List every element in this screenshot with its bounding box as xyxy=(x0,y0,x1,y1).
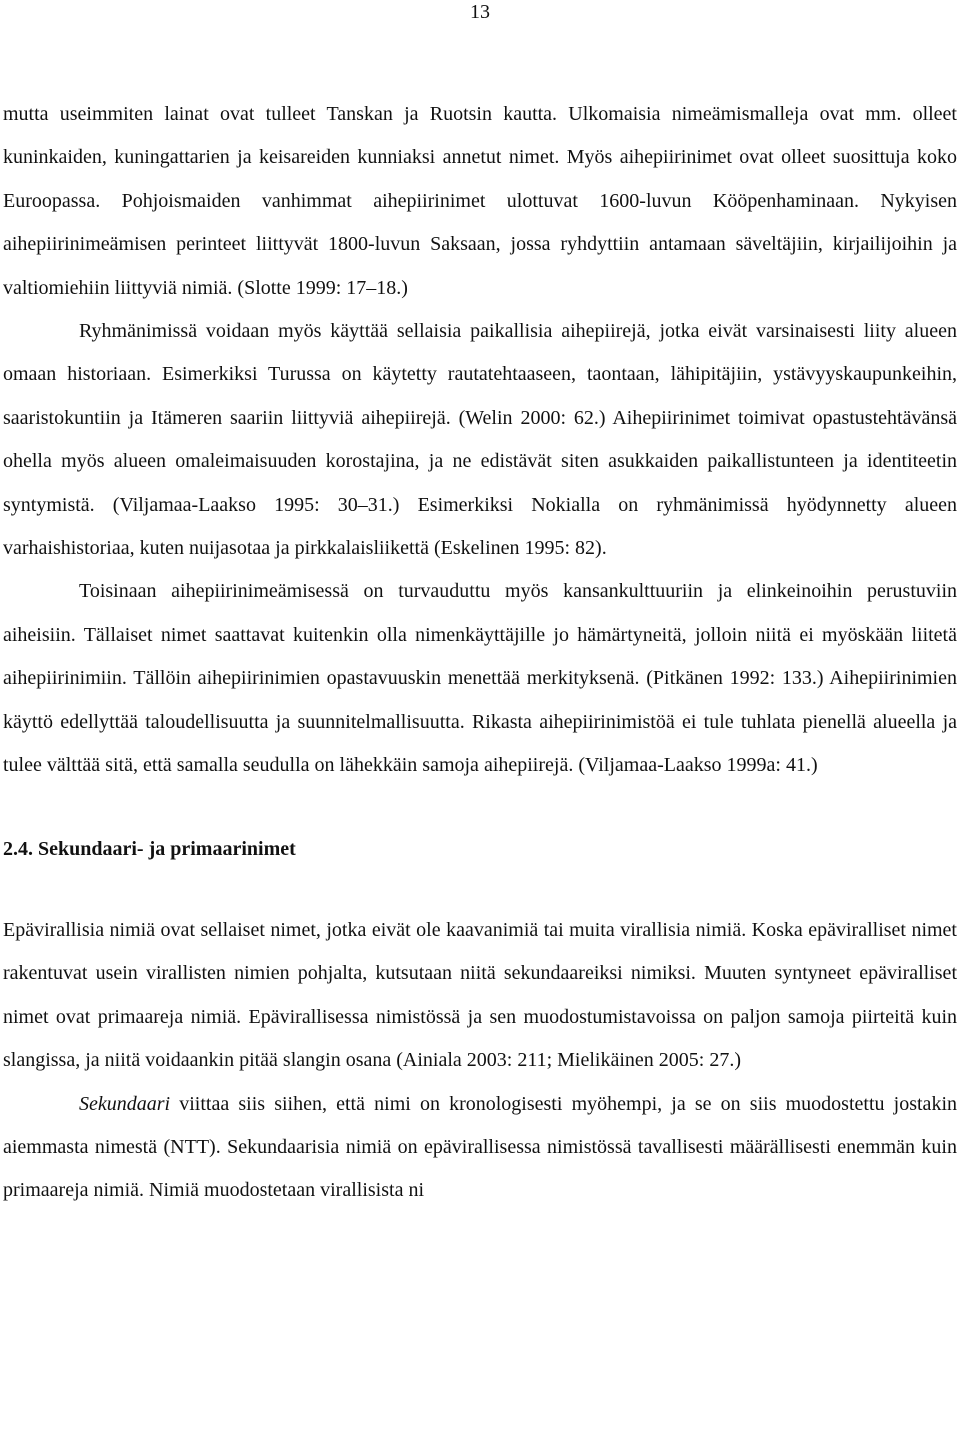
paragraph-3: Toisinaan aihepiirinimeämisessä on turvauduttu myös kansankulttuuriin ja elinkeinoihin perustuviin aiheisiin. Tällaiset nimet saattavat kuitenkin olla nimenkäyttäjille jo hämärtyneitä, jolloin niitä ei myöskään liitetä aihepiirinimiin. Tällöin aihepiirinimien opastavuuskin menettää merkityksenä. (Pitkänen 1992: 133.) Aihepiirinimien käyttö edellyttää taloudellisuutta ja suunnitelmallisuutta. Rikasta aihepiirinimistöä ei tule tuhlata pienellä alueella ja tulee välttää sitä, että samalla seudulla on lähekkäin samoja aihepiirejä. (Viljamaa-Laakso 1999a: 41.) xyxy=(3,580,957,777)
paragraph-4: Epävirallisia nimiä ovat sellaiset nimet, jotka eivät ole kaavanimiä tai muita virallisia nimiä. Koska epäviralliset nimet rakentuvat usein virallisten nimien pohjalta, kutsutaan niitä sekundaareiksi nimiksi. Muuten syntyneet epäviralliset nimet ovat primaareja nimiä. Epävirallisessa nimistössä ja sen muodostumistavoissa on paljon samoja piirteitä kuin slangissa, ja niitä voidaankin pitää slangin osana (Ainiala 2003: 211; Mielikäinen 2005: 27.) xyxy=(3,918,957,1072)
page-number: 13 xyxy=(470,1,490,23)
section-title: Sekundaari- ja primaarinimet xyxy=(38,837,296,860)
section-number: 2.4. xyxy=(3,837,33,860)
section-heading xyxy=(3,828,957,871)
paragraph-5 xyxy=(3,1083,957,1213)
paragraph-5-text: viittaa siis siihen, että nimi on kronologisesti myöhempi, ja se on siis muodostettu jostakin aiemmasta nimestä (NTT). Sekundaarisia nimiä on epävirallisessa nimistössä tavallisesti määrällisesti enemmän kuin primaareja nimiä. Nimiä muodostetaan virallisista ni xyxy=(3,1092,957,1202)
paragraph-1: mutta useimmiten lainat ovat tulleet Tanskan ja Ruotsin kautta. Ulkomaisia nimeämismalleja ovat mm. olleet kuninkaiden, kuningattarien ja keisareiden kunniaksi annetut nimet. Myös aihepiirinimet ovat olleet suosittuja koko Euroopassa. Pohjoismaiden vanhimmat aihepiirinimet ulottuvat 1600-luvun Kööpenhaminaan. Nykyisen aihepiirinimeämisen perinteet liittyvät 1800-luvun Saksaan, jossa ryhdyttiin antamaan säveltäjiin, kirjailijoihin ja valtiomiehiin liittyviä nimiä. (Slotte 1999: 17–18.) xyxy=(3,103,957,299)
document-body xyxy=(3,93,957,1213)
paragraph-2: Ryhmänimissä voidaan myös käyttää sellaisia paikallisia aihepiirejä, jotka eivät varsinaisesti liity alueen omaan historiaan. Esimerkiksi Turussa on käytetty rautatehtaaseen, taontaan, lähipitäjiin, ystävyyskaupunkeihin, saaristokuntiin ja Itämeren saariin liittyviä aihepiirejä. (Welin 2000: 62.) Aihepiirinimet toimivat opastustehtävänsä ohella myös alueen omaleimaisuuden korostajina, ja ne edistävät siten asukkaiden paikallistunteen ja identiteetin syntymistä. (Viljamaa-Laakso 1995: 30–31.) Esimerkiksi Nokialla on ryhmänimissä hyödynnetty alueen varhaishistoriaa, kuten nuijasotaa ja pirkkalaisliikettä (Eskelinen 1995: 82). xyxy=(3,320,957,560)
italic-term: Sekundaari xyxy=(79,1092,171,1115)
